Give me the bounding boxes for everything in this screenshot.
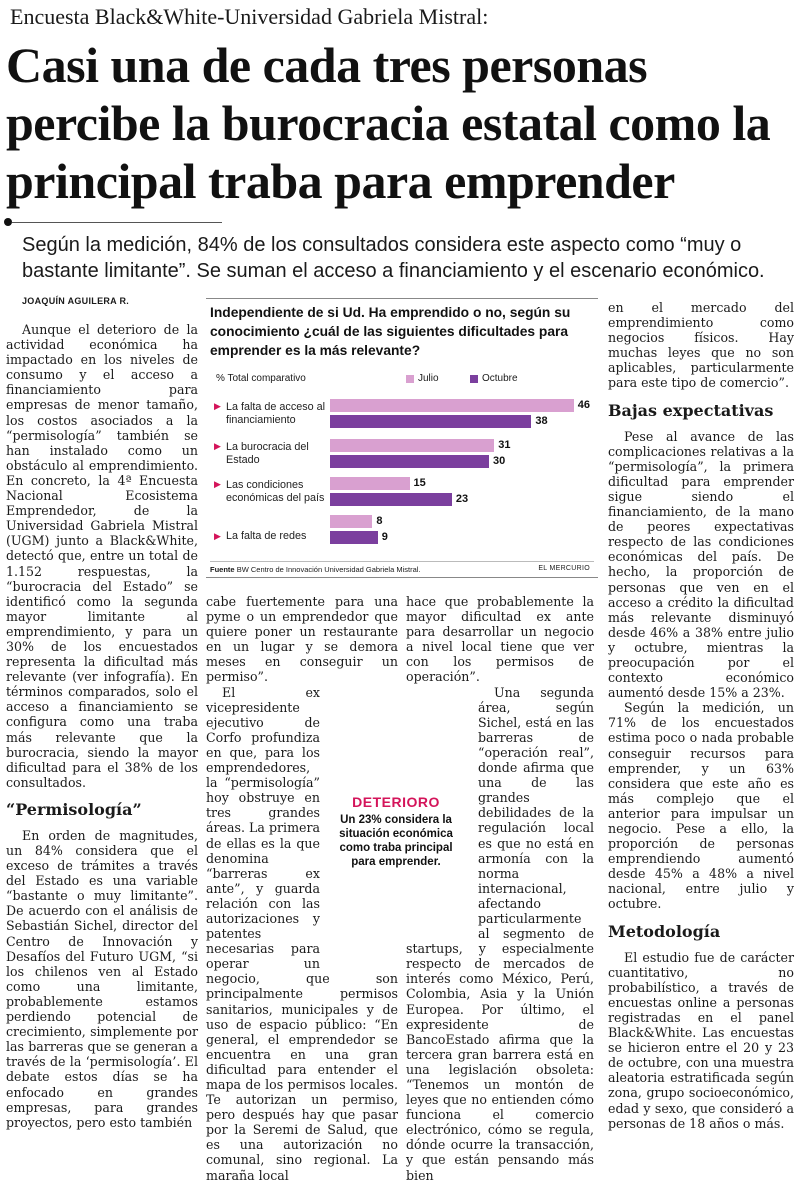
brand-label: EL MERCURIO — [538, 565, 590, 572]
bar-value-label: 31 — [498, 439, 511, 451]
bar-value-label: 8 — [376, 515, 383, 527]
legend-swatch-julio — [406, 375, 414, 383]
subhead-bajas-expectativas: Bajas expectativas — [608, 400, 774, 420]
body-paragraph: El estudio fue de carácter cuantitativo, no probabilístico, a través de encuestas online a personas registradas en el panel Black&White. Las encuestas se hicieron entre el 20 y 23 de octubre, con una muestra aleatoria estratificada según zona, grupo socioeconómico, edad y sexo, que consideró a personas de 18 años o más. — [608, 949, 794, 1131]
body-paragraph: El ex vicepresidente ejecutivo de Corfo profundiza en que, para los emprendedores, la “permisología” hoy obstruye en tres grandes áreas. La primera de ellas es la que denomina “barreras ex ante”, y guarda relación con las autorizaciones y patentes necesarias para operar un negocio, que son principalmente permisos sanitarios, municipales y de uso de espacio público: “En general, el emprendedor se encuentra en una gran dificultad para entender el mapa de los permisos locales. Te autorizan un permiso, pero después hay que pasar por la Seremi de Salud, que es una autorización no comunal, sino regional. La maraña local — [206, 684, 398, 1183]
bar-julio — [330, 477, 410, 490]
rule-line — [12, 222, 222, 223]
body-paragraph: cabe fuertemente para una pyme o un emprendedor que quiere poner un restaurante en un lugar y se demora meses en conseguir un permiso”. — [206, 594, 398, 685]
bar-octubre — [330, 493, 452, 506]
callout-box — [330, 794, 462, 869]
body-paragraph: Según la medición, un 71% de los encuestados estima poco o nada probable conseguir recursos para emprender, y un 63% considera que este año es más complejo que el anterior para impulsar un negocio. Pese a ello, la proporción de personas emprendiendo aumentó desde 45% a 48% a nivel nacional, entre julio y octubre. — [608, 700, 794, 912]
body-paragraph: hace que probablemente la mayor dificultad ex ante para desarrollar un negocio a nivel local tiene que ver con los permisos de operación”. — [406, 594, 594, 685]
callout-tag: DETERIORO — [352, 794, 440, 810]
source-key: Fuente — [210, 565, 235, 574]
source-text: BW Centro de Innovación Universidad Gabriela Mistral. — [236, 565, 421, 574]
bar-julio — [330, 399, 574, 412]
bar-octubre — [330, 455, 489, 468]
chart-legend — [216, 371, 596, 387]
body-paragraph: Una segunda área, según Sichel, está en las barreras de “operación real”, donde afirma que una de las grandes debilidades de la regulación local es que no está en armonía con la norma internacional, afectando particularmente al segmento de startups, y especialmente respecto de mercados de interés como México, Perú, Colombia, Asia y la Unión Europea. Por último, el expresidente de BancoEstado afirma que la tercera gran barrera está en una legislación obsoleta: “Tenemos un montón de leyes que no entienden cómo funciona el comercio electrónico, cómo se regula, dónde ocurre la transacción, y que están pensando más bien — [406, 684, 594, 1183]
body-paragraph: en el mercado del emprendimiento como negocios físicos. Hay muchas leyes que no son aplicables, particularmente para este tipo de comercio”. — [608, 300, 794, 391]
article-column-4 — [608, 300, 794, 1131]
legend-label-octubre: Octubre — [482, 373, 518, 384]
bar-julio — [330, 439, 494, 452]
bar-julio — [330, 515, 372, 528]
bar-value-label: 9 — [381, 531, 388, 543]
callout-spacer — [320, 861, 398, 965]
subhead-metodologia: Metodología — [608, 921, 721, 941]
bar-value-label: 23 — [455, 493, 469, 505]
infographic-source — [210, 565, 594, 574]
category-label: Las condiciones económicas del país — [226, 479, 325, 504]
article-column-1 — [6, 322, 198, 1130]
legend-swatch-octubre — [470, 375, 478, 383]
category-label: La falta de acceso al financiamiento — [226, 401, 326, 426]
kicker: Encuesta Black&White-Universidad Gabriela Mistral: — [10, 4, 489, 29]
category-marker: ▶ — [214, 401, 221, 411]
infographic — [206, 298, 598, 578]
body-paragraph: En orden de magnitudes, un 84% considera que el exceso de trámites a través del Estado es una variable “bastante o muy limitante”. De acuerdo con el análisis de Sebastián Sichel, director del Centro de Innovación y Desafíos del Futuro UGM, “si los chilenos ven al Estado como una limitante, probablemente estamos perdiendo potencial de crecimiento, simplemente por las barreras que se generan a través de la ‘permisología’. El debate estos días se ha enfocado en grandes empresas, para grandes proyectos, pero esto también — [6, 827, 198, 1130]
callout-text: Un 23% considera la situación económica como traba principal para emprender. — [339, 814, 453, 868]
rule-dot — [4, 218, 12, 226]
subhead-permisologia: “Permisología” — [6, 799, 142, 819]
bar-octubre — [330, 415, 531, 428]
category-marker: ▶ — [214, 531, 221, 541]
bar-value-label: 38 — [535, 415, 548, 427]
byline: JOAQUÍN AGUILERA R. — [22, 296, 130, 306]
body-paragraph: Pese al avance de las complicaciones relativas a la “permisología”, la primera dificultad para emprender sigue siendo el financiamiento, de la mano de peores expectativas respecto de las condiciones económicas del país. De hecho, la proporción de personas que ven en el acceso a crédito la dificultad más relevante disminuyó desde 46% a 38% entre julio y octubre, mientras la preocupación por el contexto económico aumentó desde 15% a 23%. — [608, 428, 794, 701]
bajada: Según la medición, 84% de los consultados considera este aspecto como “muy o bastante limitante”. Se suman el acceso a financiamiento y el escenario económico. — [22, 234, 765, 282]
total-label: % Total comparativo — [216, 373, 306, 384]
category-label: La burocracia del Estado — [226, 441, 309, 466]
bar-value-label: 30 — [493, 455, 506, 467]
legend-label-julio: Julio — [418, 373, 439, 384]
category-label: La falta de redes — [226, 530, 307, 542]
infographic-title: Independiente de si Ud. Ha emprendido o no, según su conocimiento ¿cuál de las siguientes dificultades para emprender es la más relevante? — [210, 305, 571, 358]
bar-value-label: 46 — [577, 399, 591, 411]
bar-value-label: 15 — [413, 477, 426, 489]
bar-octubre — [330, 531, 378, 544]
category-marker: ▶ — [214, 479, 221, 489]
body-paragraph: Aunque el deterioro de la actividad económica ha impactado en los niveles de consumo y el acceso a financiamiento para empresas de menor tamaño, los costos asociados a la “permisología” también se han instalado como un obstáculo al emprendimiento. En concreto, la 4ª Encuesta Nacional Ecosistema Emprendedor, de la Universidad Gabriela Mistral (UGM) junto a Black&White, detectó que, entre un total de 1.152 respuestas, la “burocracia del Estado” se identificó como la segunda mayor limitante al emprendimiento, y para un 30% de los encuestados representa la dificultad más relevante (ver infografía). En términos comparados, solo el acceso a financiamiento se configura como una traba más relevante que la burocracia, siendo la mayor dificultad para el 38% de los consultados. — [6, 322, 198, 790]
category-marker: ▶ — [214, 441, 221, 451]
headline: Casi una de cada tres personas percibe la burocracia estatal como la principal traba para emprender — [6, 37, 771, 209]
infographic-divider — [210, 561, 594, 562]
